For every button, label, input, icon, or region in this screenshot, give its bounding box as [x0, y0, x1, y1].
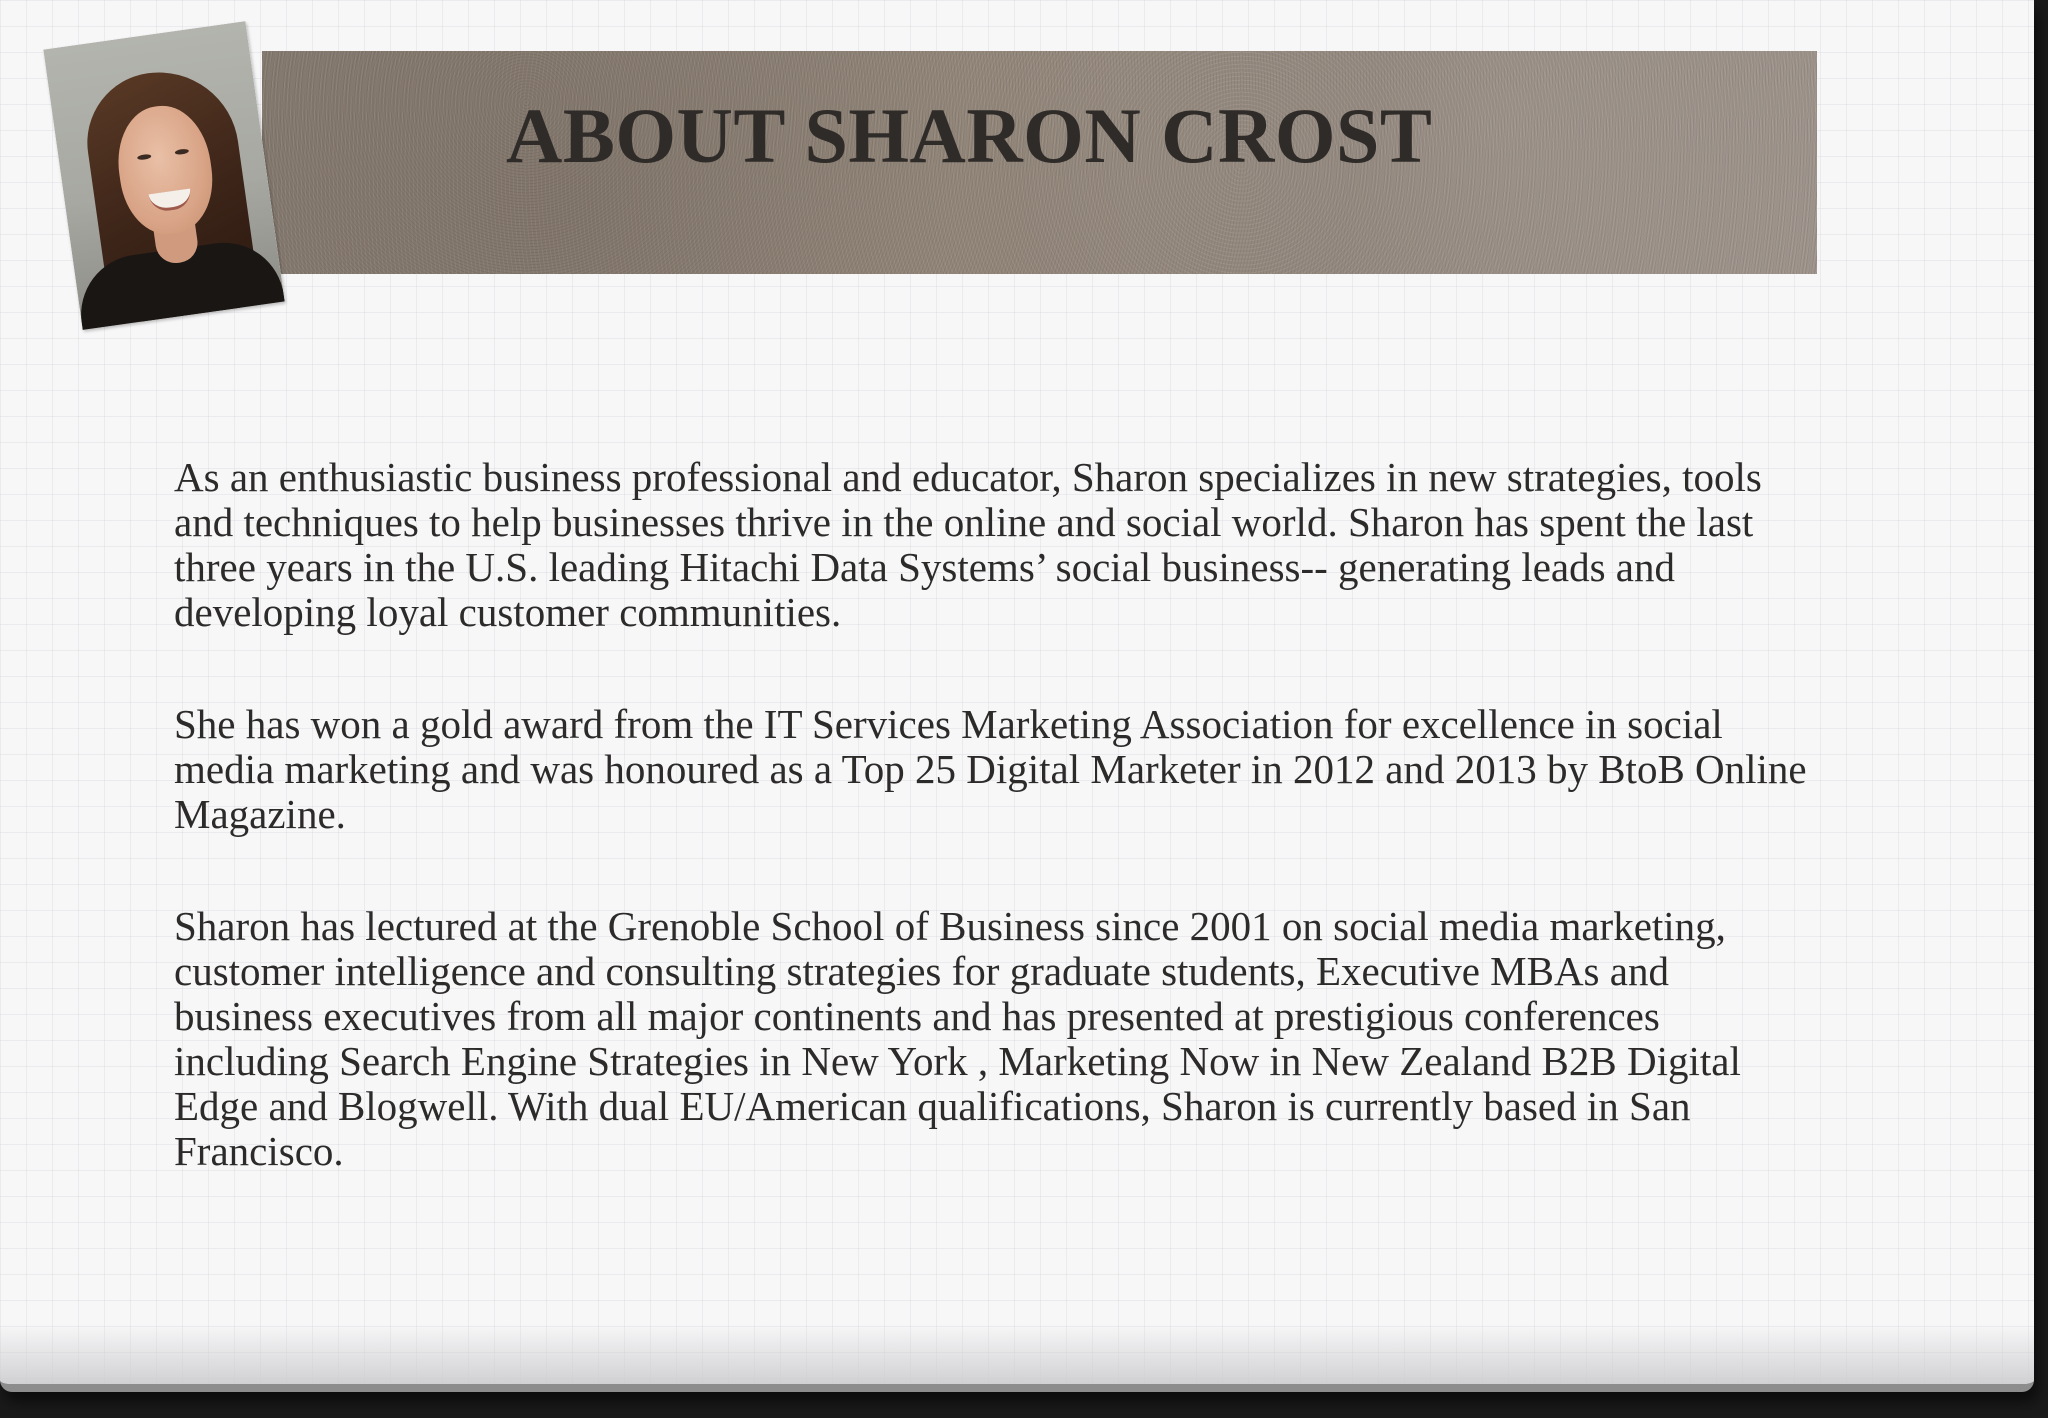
- bio-paragraph-1: As an enthusiastic business professional and educator, Sharon specializes in new strategies, tools and techniques to help businesses thrive in the online and social world. Sharon has spent the last three years in the U.S. leading Hitachi Data Systems’ social business-- generating leads and developing loyal customer communities.: [174, 454, 1762, 635]
- photo-eye-right: [175, 148, 190, 155]
- photo-eye-left: [137, 154, 152, 161]
- bio-paragraph-2: She has won a gold award from the IT Services Marketing Association for excellence in social media marketing and was honoured as a Top 25 Digital Marketer in 2012 and 2013 by BtoB Online Magazine.: [174, 701, 1807, 837]
- slide-title: ABOUT SHARON CROST: [506, 92, 1433, 179]
- bio-paragraph-3: Sharon has lectured at the Grenoble School of Business since 2001 on social media marketing, customer intelligence and consulting strategies for graduate students, Executive MBAs and business executives from all major continents and has presented at prestigious conferences including Search Engine Strategies in New York , Marketing Now in New Zealand B2B Digital Edge and Blogwell. With dual EU/American qualifications, Sharon is currently based in San Francisco.: [174, 903, 1741, 1174]
- profile-photo: [43, 21, 284, 330]
- bio-text: [174, 455, 1814, 1174]
- photo-smile: [148, 188, 192, 213]
